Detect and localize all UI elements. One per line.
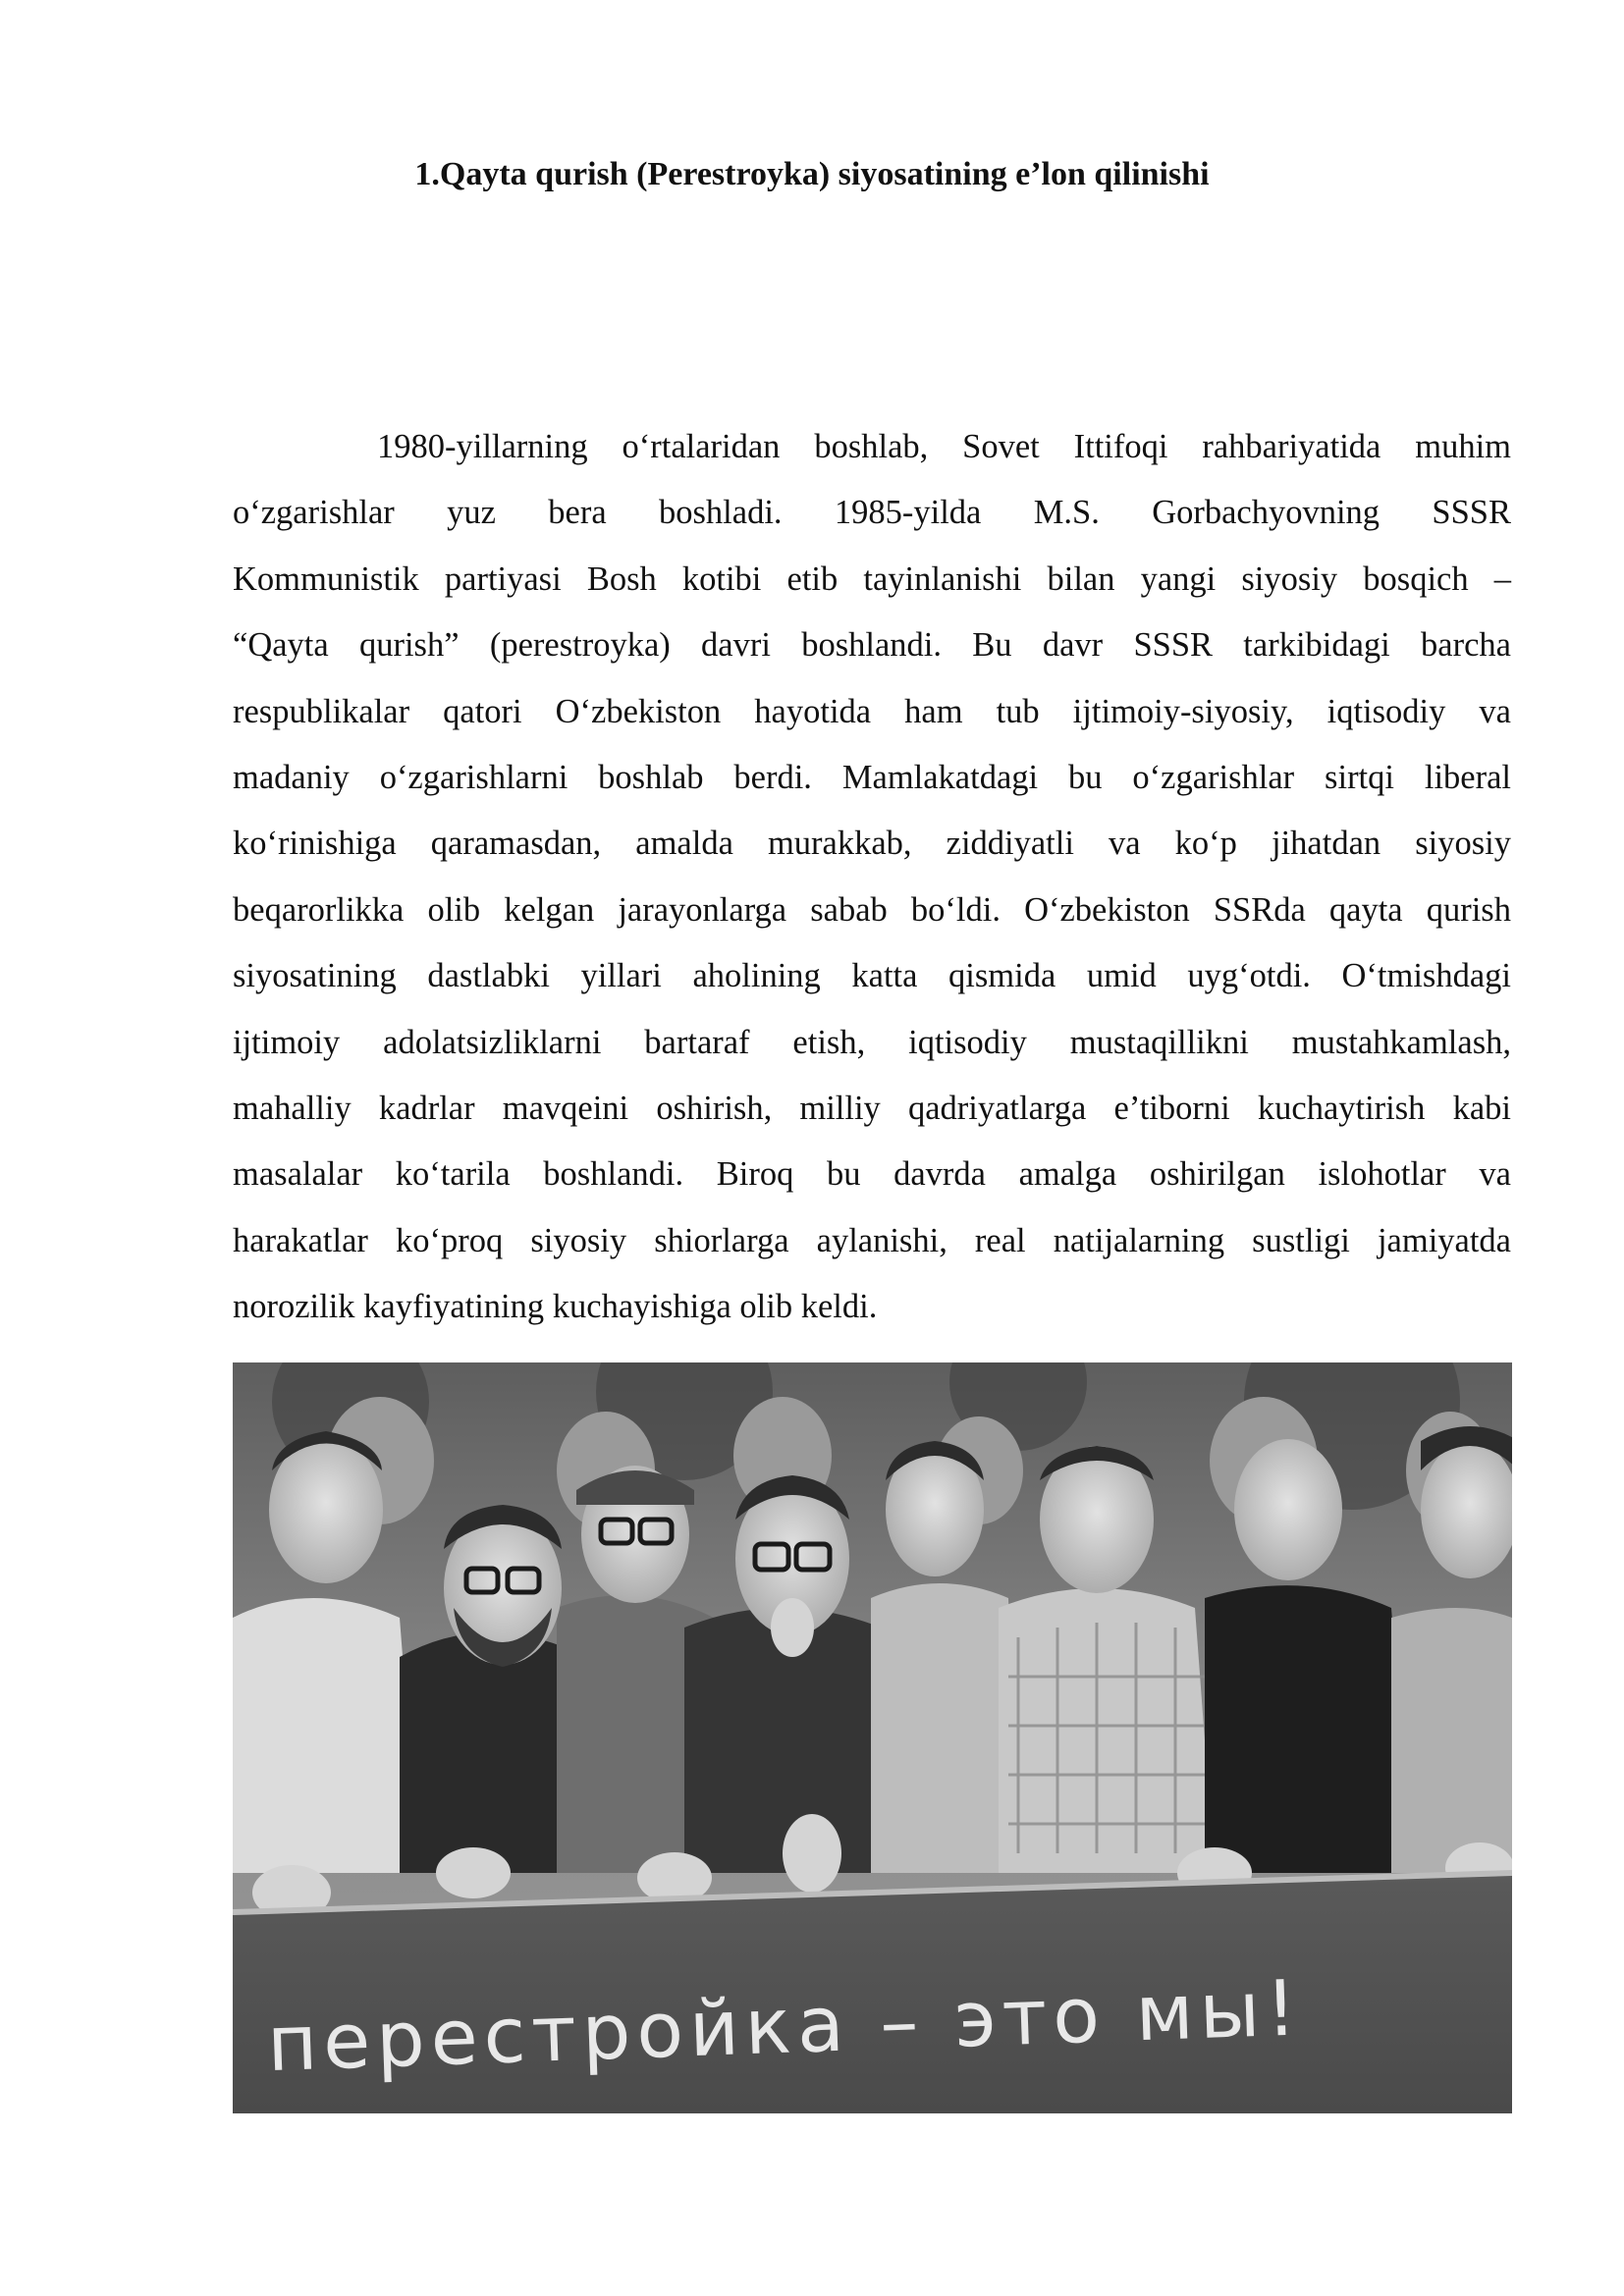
paragraph-line: ko‘rinishiga qaramasdan, amalda murakkab, ziddiyatli va ko‘p jihatdan siyosiy [233,825,1511,863]
paragraph-line: madaniy o‘zgarishlarni boshlab berdi. Mamlakatdagi bu o‘zgarishlar sirtqi liberal [233,759,1511,797]
paragraph-line: “Qayta qurish” (perestroyka) davri boshlandi. Bu davr SSSR tarkibidagi barcha [233,626,1511,665]
paragraph-line: beqarorlikka olib kelgan jarayonlarga sabab bo‘ldi. O‘zbekiston SSRda qayta qurish [233,890,1511,929]
paragraph-line: mahalliy kadrlar mavqeini oshirish, milliy qadriyatlarga e’tiborni kuchaytirish kabi [233,1090,1511,1128]
paragraph-line: masalalar ko‘tarila boshlandi. Biroq bu davrda amalga oshirilgan islohotlar va [233,1155,1511,1194]
paragraph-line: 1980-yillarning o‘rtalaridan boshlab, Sovet Ittifoqi rahbariyatida muhim [377,428,1511,465]
paragraph-line: o‘zgarishlar yuz bera boshladi. 1985-yilda M.S. Gorbachyovning SSSR [233,494,1511,532]
paragraph-line: respublikalar qatori O‘zbekiston hayotida ham tub ijtimoiy-siyosiy, iqtisodiy va [233,692,1511,730]
page-title: 1.Qayta qurish (Perestroyka) siyosatining e’lon qilinishi [414,156,1210,192]
paragraph-line: harakatlar ko‘proq siyosiy shiorlarga aylanishi, real natijalarning sustligi jamiyatda [233,1221,1511,1259]
paragraph-line: siyosatining dastlabki yillari aholining katta qismida umid uyg‘otdi. O‘tmishdagi [233,957,1511,995]
crowd-photo [233,1362,1512,2113]
paragraph-line: ijtimoiy adolatsizliklarni bartaraf etish, iqtisodiy mustaqillikni mustahkamlash, [233,1023,1511,1061]
paragraph-line: Kommunistik partiyasi Bosh kotibi etib tayinlanishi bilan yangi siyosiy bosqich – [233,560,1511,598]
banner-chalk-text: перестройка – это мы! [265,1964,1304,2090]
body-paragraph [233,414,1511,1341]
crowd-photo-illustration [233,1362,1512,2113]
paragraph-line: norozilik kayfiyatining kuchayishiga olib keldi. [233,1288,878,1326]
